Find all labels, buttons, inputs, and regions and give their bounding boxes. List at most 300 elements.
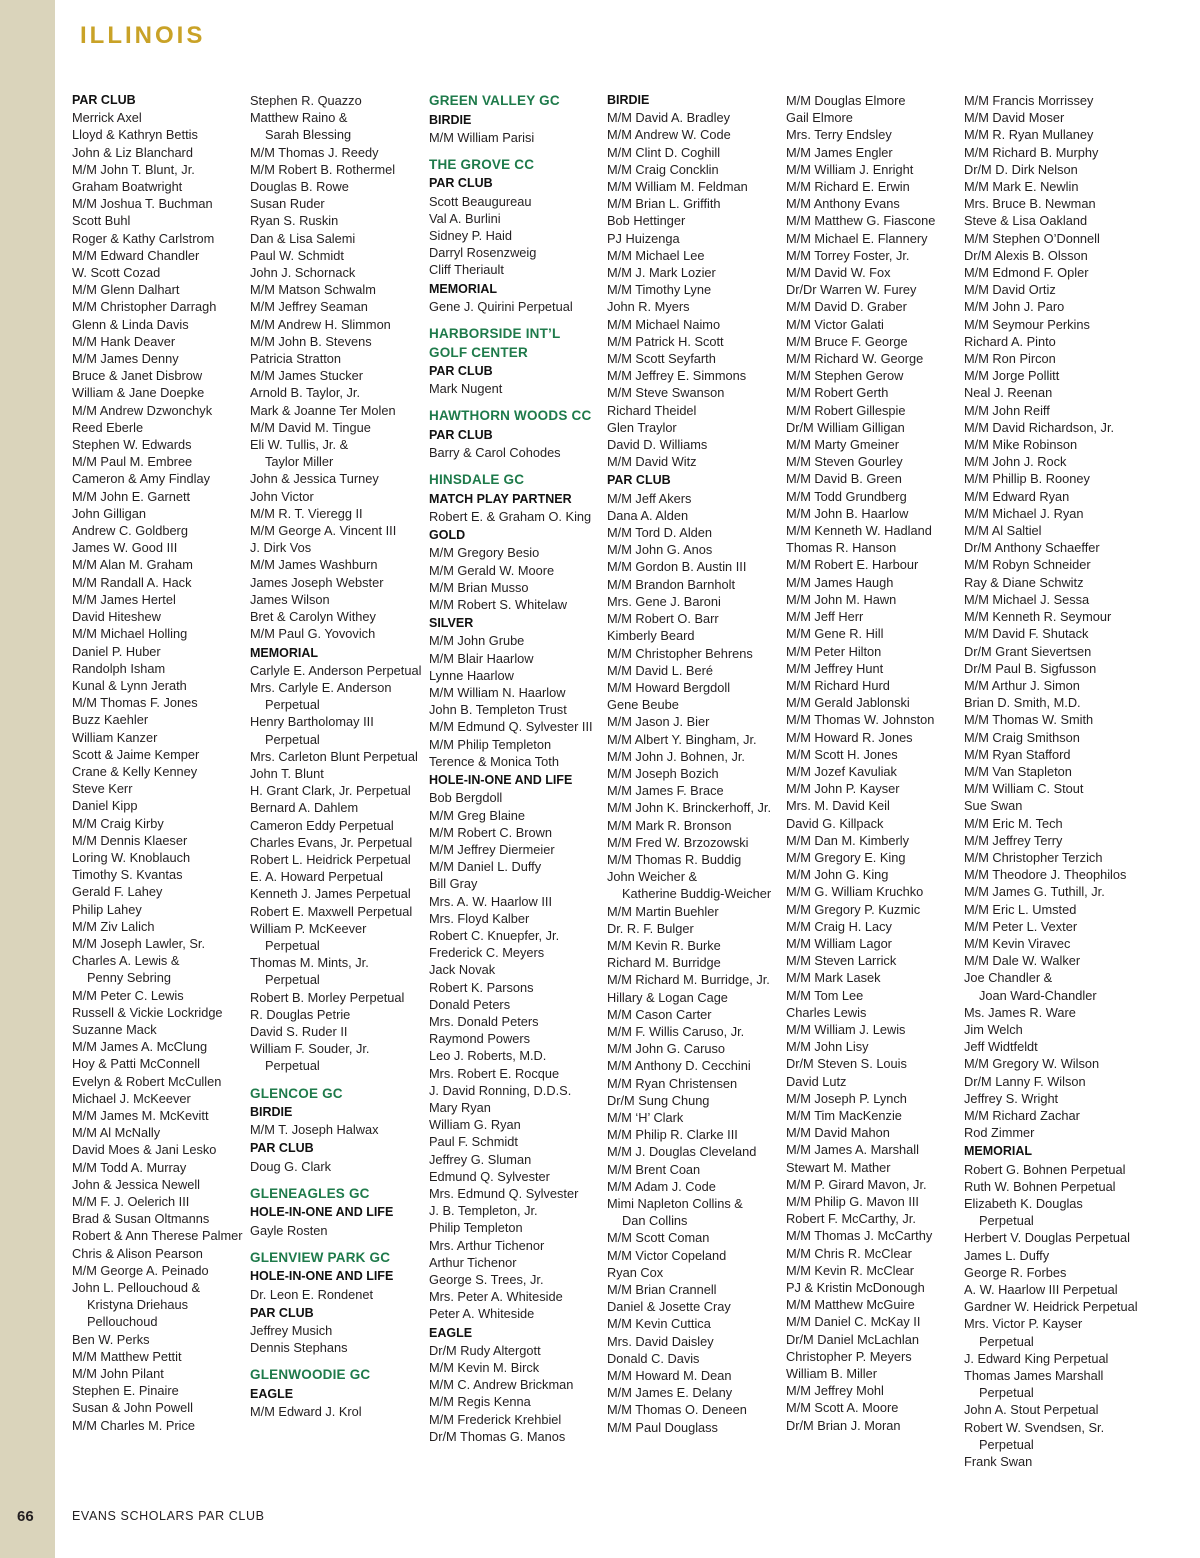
member-name: Raymond Powers bbox=[429, 1031, 530, 1047]
member-name-continued: Perpetual bbox=[265, 731, 320, 747]
category-heading: MEMORIAL bbox=[429, 281, 498, 296]
member-name: M/M Jeffrey Diermeier bbox=[429, 841, 555, 857]
member-name: M/M Ziv Lalich bbox=[72, 918, 155, 934]
member-name: Bob Hettinger bbox=[607, 213, 686, 229]
member-name: M/M Stephen O’Donnell bbox=[964, 230, 1100, 246]
member-name: Daniel & Josette Cray bbox=[607, 1299, 731, 1315]
member-name: David Hiteshew bbox=[72, 609, 161, 625]
member-name: Dr/M Anthony Schaeffer bbox=[964, 540, 1100, 556]
member-name: A. W. Haarlow III Perpetual bbox=[964, 1282, 1118, 1298]
member-name: M/M Gerald W. Moore bbox=[429, 562, 555, 578]
member-name: Peter A. Whiteside bbox=[429, 1306, 535, 1322]
member-name: Daniel P. Huber bbox=[72, 643, 161, 659]
member-name: M/M Craig H. Lacy bbox=[786, 918, 892, 934]
member-name: Ms. James R. Ware bbox=[964, 1004, 1076, 1020]
member-name: M/M Dennis Klaeser bbox=[72, 832, 188, 848]
member-name: M/M Philip G. Mavon III bbox=[786, 1194, 919, 1209]
member-name: M/M Gene R. Hill bbox=[786, 626, 884, 642]
member-name: M/M Christopher Terzich bbox=[964, 849, 1103, 865]
member-name: M/M George A. Peinado bbox=[72, 1262, 209, 1278]
member-name: Doug G. Clark bbox=[250, 1158, 332, 1174]
member-name: Mark & Joanne Ter Molen bbox=[250, 402, 396, 418]
member-name: M/M James Hertel bbox=[72, 591, 176, 607]
member-name: M/M Al McNally bbox=[72, 1125, 161, 1141]
side-bar bbox=[0, 0, 55, 1558]
member-name: M/M Scott Coman bbox=[607, 1230, 710, 1246]
member-name: Ryan Cox bbox=[607, 1264, 664, 1280]
member-name: M/M David L. Beré bbox=[607, 662, 713, 678]
member-name: Ben W. Perks bbox=[72, 1331, 150, 1347]
member-name: M/M Seymour Perkins bbox=[964, 316, 1090, 332]
member-name: Michael J. McKeever bbox=[72, 1090, 191, 1106]
member-name: Randolph Isham bbox=[72, 660, 166, 676]
member-name: James Wilson bbox=[250, 591, 330, 607]
member-name: M/M Christopher Behrens bbox=[607, 645, 753, 661]
member-name: Jeff Widtfeldt bbox=[964, 1039, 1038, 1055]
member-name: M/M William J. Lewis bbox=[786, 1021, 906, 1037]
column-2 bbox=[250, 92, 422, 1420]
member-name: M/M William Parisi bbox=[429, 129, 535, 145]
member-name: M/M Victor Copeland bbox=[607, 1247, 727, 1263]
member-name-continued: Pellouchoud bbox=[87, 1314, 158, 1330]
member-name: Dr/M Sung Chung bbox=[607, 1092, 710, 1108]
member-name: M/M Brian Musso bbox=[429, 579, 529, 595]
member-name: Steve Kerr bbox=[72, 781, 133, 797]
category-heading: EAGLE bbox=[250, 1386, 294, 1401]
member-name: Scott Beaugureau bbox=[429, 193, 532, 209]
member-name: Dr. Leon E. Rondenet bbox=[250, 1286, 374, 1302]
member-name: Stewart M. Mather bbox=[786, 1159, 891, 1175]
member-name: Bernard A. Dahlem bbox=[250, 800, 359, 816]
member-name: Eli W. Tullis, Jr. & bbox=[250, 437, 349, 453]
member-name: Cameron & Amy Findlay bbox=[72, 471, 210, 487]
member-name: Reed Eberle bbox=[72, 419, 144, 435]
member-name: M/M Gregory W. Wilson bbox=[964, 1056, 1100, 1072]
member-name: Dennis Stephans bbox=[250, 1340, 348, 1356]
member-name: David Lutz bbox=[786, 1073, 847, 1089]
member-name: M/M Steven Larrick bbox=[786, 953, 897, 969]
member-name: M/M Kevin Viravec bbox=[964, 935, 1071, 951]
member-name: M/M Greg Blaine bbox=[429, 807, 526, 823]
member-name: Dr/M Steven S. Louis bbox=[786, 1056, 907, 1072]
club-heading: THE GROVE CC bbox=[429, 156, 535, 172]
member-name: Robert W. Svendsen, Sr. bbox=[964, 1419, 1105, 1435]
member-name: James L. Duffy bbox=[964, 1247, 1050, 1263]
member-name: Brad & Susan Oltmanns bbox=[72, 1211, 210, 1227]
member-name: Chris & Alison Pearson bbox=[72, 1245, 203, 1261]
member-name: James Joseph Webster bbox=[250, 574, 384, 590]
column-5 bbox=[786, 92, 958, 1434]
member-name: Robert G. Bohnen Perpetual bbox=[964, 1161, 1126, 1177]
category-heading: PAR CLUB bbox=[72, 93, 136, 107]
member-name: Arnold B. Taylor, Jr. bbox=[250, 385, 361, 401]
member-name: M/M James A. Marshall bbox=[786, 1142, 919, 1158]
member-name: Paul W. Schmidt bbox=[250, 247, 344, 263]
member-name: Susan & John Powell bbox=[72, 1400, 193, 1416]
member-name: M/M Edward J. Krol bbox=[250, 1404, 362, 1420]
page-title: ILLINOIS bbox=[80, 22, 206, 49]
member-name: M/M Dale W. Walker bbox=[964, 953, 1081, 969]
member-name: John A. Stout Perpetual bbox=[964, 1402, 1099, 1418]
member-name: M/M David B. Green bbox=[786, 471, 902, 487]
member-name: M/M David A. Bradley bbox=[607, 110, 731, 126]
member-name: Mrs. Victor P. Kayser bbox=[964, 1316, 1083, 1332]
member-name: M/M Thomas O. Deneen bbox=[607, 1402, 747, 1418]
member-name: M/M Kevin Cuttica bbox=[607, 1316, 711, 1332]
member-name: M/M Mark R. Bronson bbox=[607, 817, 732, 833]
member-name: Gerald F. Lahey bbox=[72, 884, 163, 900]
member-name: Richard A. Pinto bbox=[964, 333, 1056, 349]
member-name: Robert F. McCarthy, Jr. bbox=[786, 1211, 916, 1227]
member-name: M/M Richard M. Burridge, Jr. bbox=[607, 972, 770, 988]
member-name: M/M Craig Concklin bbox=[607, 161, 719, 177]
member-name: Ryan S. Ruskin bbox=[250, 213, 339, 229]
category-heading: HOLE-IN-ONE AND LIFE bbox=[250, 1205, 394, 1220]
member-name: Sidney P. Haid bbox=[429, 228, 512, 244]
member-name: John & Jessica Turney bbox=[250, 471, 379, 487]
member-name: M/M Robyn Schneider bbox=[964, 557, 1091, 573]
member-name: Mrs. Gene J. Baroni bbox=[607, 593, 721, 609]
member-name: M/M William M. Feldman bbox=[607, 179, 748, 195]
member-name: Cameron Eddy Perpetual bbox=[250, 817, 394, 833]
member-name: M/M Tim MacKenzie bbox=[786, 1107, 902, 1123]
member-name: M/M Matthew Pettit bbox=[72, 1348, 182, 1364]
member-name: M/M William C. Stout bbox=[964, 781, 1084, 797]
member-name: M/M James A. McClung bbox=[72, 1039, 208, 1055]
member-name: M/M J. Douglas Cleveland bbox=[607, 1144, 757, 1160]
member-name: Mark Nugent bbox=[429, 381, 503, 397]
member-name: M/M Kenneth R. Seymour bbox=[964, 609, 1112, 625]
member-name: M/M Philip R. Clarke III bbox=[607, 1127, 738, 1143]
member-name: M/M Van Stapleton bbox=[964, 763, 1072, 779]
member-name: Jeffrey G. Sluman bbox=[429, 1151, 532, 1167]
member-name: PJ & Kristin McDonough bbox=[786, 1280, 925, 1296]
member-name: Robert C. Knuepfer, Jr. bbox=[429, 927, 560, 943]
member-name: M/M Andrew W. Code bbox=[607, 127, 731, 143]
member-name: M/M John J. Rock bbox=[964, 454, 1067, 470]
member-name: George S. Trees, Jr. bbox=[429, 1271, 544, 1287]
member-name: M/M Eric M. Tech bbox=[964, 815, 1063, 831]
member-name: M/M Ryan Christensen bbox=[607, 1075, 738, 1091]
member-name: Sue Swan bbox=[964, 798, 1023, 814]
member-name: Hoy & Patti McConnell bbox=[72, 1056, 201, 1072]
category-heading: PAR CLUB bbox=[607, 473, 671, 488]
member-name: M/M Jeffrey Seaman bbox=[250, 299, 368, 315]
member-name: M/M Phillip B. Rooney bbox=[964, 471, 1090, 487]
member-name: M/M Robert O. Barr bbox=[607, 611, 719, 627]
member-name: M/M David W. Fox bbox=[786, 265, 891, 281]
member-name: John & Liz Blanchard bbox=[72, 144, 193, 160]
member-name: John B. Templeton Trust bbox=[429, 702, 567, 718]
member-name: Frederick C. Meyers bbox=[429, 945, 545, 961]
member-name: Kimberly Beard bbox=[607, 628, 695, 644]
member-name: M/M John Grube bbox=[429, 633, 525, 649]
category-heading: MATCH PLAY PARTNER bbox=[429, 491, 572, 506]
member-name: M/M Robert Gerth bbox=[786, 385, 889, 401]
member-name: M/M William Lagor bbox=[786, 935, 892, 951]
member-name: M/M Jeff Herr bbox=[786, 609, 864, 625]
member-name-continued: Perpetual bbox=[265, 1058, 320, 1074]
member-name: Steve & Lisa Oakland bbox=[964, 213, 1088, 229]
member-name: Buzz Kaehler bbox=[72, 712, 149, 728]
member-name: M/M John P. Kayser bbox=[786, 781, 900, 797]
member-name: M/M Peter C. Lewis bbox=[72, 987, 184, 1003]
member-name: Mrs. Robert E. Rocque bbox=[429, 1065, 560, 1081]
member-name: Glenn & Linda Davis bbox=[72, 316, 189, 332]
member-name: Gardner W. Heidrick Perpetual bbox=[964, 1299, 1138, 1315]
member-name: M/M Jeffrey Hunt bbox=[786, 660, 884, 676]
member-name: M/M Gregory P. Kuzmic bbox=[786, 901, 921, 917]
member-name: Mrs. Donald Peters bbox=[429, 1013, 539, 1029]
member-name: M/M Michael Naimo bbox=[607, 316, 721, 332]
member-name: M/M Clint D. Coghill bbox=[607, 144, 721, 160]
member-name: William G. Ryan bbox=[429, 1117, 521, 1133]
member-name: Mimi Napleton Collins & bbox=[607, 1196, 743, 1211]
member-name: M/M Scott Seyfarth bbox=[607, 351, 716, 367]
member-name: M/M Edmund Q. Sylvester III bbox=[429, 719, 593, 735]
member-name: M/M Daniel L. Duffy bbox=[429, 859, 542, 875]
member-name: M/M Kevin M. Birck bbox=[429, 1360, 540, 1375]
member-name: Thomas R. Hanson bbox=[786, 540, 897, 556]
member-name: M/M John T. Blunt, Jr. bbox=[72, 161, 195, 177]
member-name: Richard Theidel bbox=[607, 402, 697, 418]
category-heading: EAGLE bbox=[429, 1325, 473, 1340]
member-name: M/M John G. Caruso bbox=[607, 1041, 726, 1057]
member-name: M/M Matthew McGuire bbox=[786, 1297, 915, 1313]
member-name: Dr/M William Gilligan bbox=[786, 419, 905, 435]
member-name: Scott Buhl bbox=[72, 213, 131, 229]
member-name: M/M Philip Templeton bbox=[429, 736, 552, 752]
member-name: M/M Thomas R. Buddig bbox=[607, 851, 742, 867]
category-heading: MEMORIAL bbox=[964, 1144, 1033, 1159]
member-name-continued: Perpetual bbox=[979, 1436, 1034, 1452]
member-name: Christopher P. Meyers bbox=[786, 1348, 912, 1364]
member-name: M/M R. Ryan Mullaney bbox=[964, 127, 1094, 143]
club-heading: HINSDALE GC bbox=[429, 472, 525, 488]
member-name: Loring W. Knoblauch bbox=[72, 849, 191, 865]
member-name: Charles Evans, Jr. Perpetual bbox=[250, 834, 413, 850]
member-name: Matthew Raino & bbox=[250, 110, 348, 126]
member-name: Cliff Theriault bbox=[429, 262, 504, 278]
member-name: Susan Ruder bbox=[250, 196, 325, 212]
member-name: M/M Michael J. Ryan bbox=[964, 505, 1084, 521]
member-name: M/M James Haugh bbox=[786, 574, 894, 590]
member-name-continued: Perpetual bbox=[979, 1213, 1034, 1229]
column-6 bbox=[964, 92, 1136, 1470]
member-name: M/M Craig Smithson bbox=[964, 729, 1080, 745]
member-name: Richard M. Burridge bbox=[607, 955, 721, 971]
member-name: M/M F. J. Oelerich III bbox=[72, 1194, 190, 1209]
member-name: M/M David F. Shutack bbox=[964, 626, 1089, 642]
member-name: M/M Mike Robinson bbox=[964, 437, 1078, 453]
category-heading: PAR CLUB bbox=[429, 427, 493, 442]
club-heading: GLENWOODIE GC bbox=[250, 1367, 371, 1383]
member-name: M/M Arthur J. Simon bbox=[964, 677, 1080, 693]
member-name: John & Jessica Newell bbox=[72, 1176, 201, 1192]
member-name: M/M Randall A. Hack bbox=[72, 574, 192, 590]
member-name: M/M Gerald Jablonski bbox=[786, 695, 910, 711]
member-name: Daniel Kipp bbox=[72, 798, 138, 814]
member-name: M/M David M. Tingue bbox=[250, 419, 371, 435]
member-name: Robert & Ann Therese Palmer bbox=[72, 1228, 243, 1244]
member-name: M/M Fred W. Brzozowski bbox=[607, 834, 749, 850]
member-name: Terence & Monica Toth bbox=[429, 753, 559, 769]
member-name: Dr/Dr Warren W. Furey bbox=[786, 282, 917, 298]
member-name: Dr. R. F. Bulger bbox=[607, 920, 694, 936]
member-name: M/M Mark E. Newlin bbox=[964, 179, 1079, 195]
member-name: M/M David Ortiz bbox=[964, 282, 1056, 298]
footer-publication: EVANS SCHOLARS PAR CLUB bbox=[72, 1509, 265, 1523]
category-heading: PAR CLUB bbox=[429, 364, 493, 379]
member-name: M/M Regis Kenna bbox=[429, 1394, 531, 1410]
member-name: Jeffrey Musich bbox=[250, 1322, 333, 1338]
member-name: M/M Kenneth W. Hadland bbox=[786, 523, 932, 539]
member-name: M/M Scott H. Jones bbox=[786, 746, 898, 762]
member-name: Dr/M D. Dirk Nelson bbox=[964, 161, 1078, 177]
member-name: Barry & Carol Cohodes bbox=[429, 445, 561, 461]
member-name: Dr/M Rudy Altergott bbox=[429, 1342, 541, 1358]
member-name: Edmund Q. Sylvester bbox=[429, 1168, 550, 1184]
member-name-continued: Perpetual bbox=[979, 1333, 1034, 1349]
member-name: John Weicher & bbox=[607, 869, 698, 885]
member-name: M/M Eric L. Umsted bbox=[964, 901, 1077, 917]
category-heading: SILVER bbox=[429, 616, 474, 631]
member-name: Mrs. Bruce B. Newman bbox=[964, 196, 1096, 212]
member-name: W. Scott Cozad bbox=[72, 265, 161, 281]
member-name: M/M Anthony Evans bbox=[786, 196, 900, 212]
member-name: Darryl Rosenzweig bbox=[429, 245, 537, 261]
member-name: Douglas B. Rowe bbox=[250, 179, 349, 195]
member-name: John Victor bbox=[250, 488, 314, 504]
member-name: Dr/M Grant Sievertsen bbox=[964, 643, 1092, 659]
member-name: Arthur Tichenor bbox=[429, 1254, 517, 1270]
member-name: M/M John Reiff bbox=[964, 402, 1050, 418]
member-name: Jeffrey S. Wright bbox=[964, 1090, 1059, 1106]
column-4 bbox=[607, 92, 779, 1436]
member-name: M/M John J. Bohnen, Jr. bbox=[607, 748, 745, 764]
category-heading: BIRDIE bbox=[250, 1105, 293, 1120]
member-name: Charles A. Lewis & bbox=[72, 953, 180, 969]
member-name: M/M R. T. Vieregg II bbox=[250, 505, 363, 521]
member-name: M/M Joshua T. Buchman bbox=[72, 196, 213, 212]
member-name: M/M Howard Bergdoll bbox=[607, 679, 731, 695]
member-name: M/M Joseph Lawler, Sr. bbox=[72, 935, 205, 951]
member-name: M/M Daniel C. McKay II bbox=[786, 1314, 921, 1330]
club-heading: GREEN VALLEY GC bbox=[429, 93, 560, 108]
member-name: M/M Steve Swanson bbox=[607, 385, 725, 401]
member-name: M/M Francis Morrissey bbox=[964, 93, 1094, 108]
member-name: M/M Todd Grundberg bbox=[786, 488, 907, 504]
member-name: M/M Gregory E. King bbox=[786, 849, 906, 865]
member-name-continued: Kristyna Driehaus bbox=[87, 1297, 188, 1313]
member-name: Jim Welch bbox=[964, 1021, 1023, 1037]
member-name: Timothy S. Kvantas bbox=[72, 867, 183, 883]
member-name: M/M Howard R. Jones bbox=[786, 729, 913, 745]
member-name: Mrs. Arthur Tichenor bbox=[429, 1237, 545, 1253]
member-name: M/M Richard Zachar bbox=[964, 1107, 1080, 1123]
member-name: M/M Michael E. Flannery bbox=[786, 230, 928, 246]
member-name: M/M Michael Holling bbox=[72, 626, 188, 642]
member-name: M/M Christopher Darragh bbox=[72, 299, 217, 315]
category-heading: PAR CLUB bbox=[429, 176, 493, 191]
member-name: Lloyd & Kathryn Bettis bbox=[72, 127, 198, 143]
member-name: M/M J. Mark Lozier bbox=[607, 265, 716, 281]
member-name: M/M Robert Gillespie bbox=[786, 402, 906, 418]
member-name: M/M Alan M. Graham bbox=[72, 557, 193, 573]
member-name: M/M James E. Delany bbox=[607, 1385, 733, 1401]
member-name: Dr/M Alexis B. Olsson bbox=[964, 247, 1088, 263]
member-name: M/M Edward Chandler bbox=[72, 247, 200, 263]
member-name: M/M James F. Brace bbox=[607, 783, 724, 799]
member-name: Bret & Carolyn Withey bbox=[250, 609, 376, 625]
member-name: Stephen R. Quazzo bbox=[250, 93, 362, 108]
member-name: Bruce & Janet Disbrow bbox=[72, 368, 203, 384]
member-name-continued: Perpetual bbox=[979, 1385, 1034, 1401]
member-name: Ruth W. Bohnen Perpetual bbox=[964, 1178, 1116, 1194]
member-name: Bob Bergdoll bbox=[429, 790, 503, 806]
member-name: M/M John K. Brinckerhoff, Jr. bbox=[607, 800, 772, 816]
member-name: Elizabeth K. Douglas bbox=[964, 1196, 1083, 1211]
member-name: M/M Thomas F. Jones bbox=[72, 695, 198, 711]
member-name: M/M Steven Gourley bbox=[786, 454, 903, 470]
member-name: Carlyle E. Anderson Perpetual bbox=[250, 662, 422, 678]
member-name: Stephen E. Pinaire bbox=[72, 1383, 179, 1399]
member-name: Mrs. Carlyle E. Anderson bbox=[250, 679, 392, 695]
member-name-continued: Taylor Miller bbox=[265, 454, 334, 470]
member-name: Leo J. Roberts, M.D. bbox=[429, 1048, 547, 1064]
member-name: Paul F. Schmidt bbox=[429, 1134, 518, 1150]
member-name: M/M Ryan Stafford bbox=[964, 746, 1071, 762]
member-name: M/M Chris R. McClear bbox=[786, 1245, 912, 1261]
member-name: M/M Paul Douglass bbox=[607, 1419, 718, 1435]
member-name: M/M George A. Vincent III bbox=[250, 523, 397, 539]
member-name: M/M Richard Hurd bbox=[786, 677, 890, 693]
member-name: M/M Michael J. Sessa bbox=[964, 591, 1090, 607]
member-name: M/M Marty Gmeiner bbox=[786, 437, 900, 453]
member-name: J. Dirk Vos bbox=[250, 540, 312, 556]
member-name: William Kanzer bbox=[72, 729, 158, 745]
member-name: R. Douglas Petrie bbox=[250, 1006, 351, 1022]
member-name: M/M Andrew Dzwonchyk bbox=[72, 402, 213, 418]
member-name: M/M James M. McKevitt bbox=[72, 1107, 209, 1123]
member-name: M/M F. Willis Caruso, Jr. bbox=[607, 1023, 745, 1039]
member-name: M/M Blair Haarlow bbox=[429, 650, 534, 666]
member-name: M/M Paul G. Yovovich bbox=[250, 626, 376, 642]
member-name: Dana A. Alden bbox=[607, 507, 689, 523]
member-name: M/M David Richardson, Jr. bbox=[964, 419, 1115, 435]
member-name: M/M Richard E. Erwin bbox=[786, 179, 910, 195]
member-name: M/M Charles M. Price bbox=[72, 1417, 196, 1433]
member-name: H. Grant Clark, Jr. Perpetual bbox=[250, 783, 411, 799]
member-name: Dr/M Thomas G. Manos bbox=[429, 1428, 566, 1444]
member-name: M/M John Pilant bbox=[72, 1366, 164, 1382]
member-name: M/M Timothy Lyne bbox=[607, 282, 712, 298]
member-name: M/M Craig Kirby bbox=[72, 815, 164, 831]
member-name: M/M Hank Deaver bbox=[72, 333, 176, 349]
member-name: M/M Jeffrey Mohl bbox=[786, 1383, 884, 1399]
category-heading: BIRDIE bbox=[607, 93, 650, 107]
member-name: M/M Robert C. Brown bbox=[429, 824, 553, 840]
member-name: Charles Lewis bbox=[786, 1004, 867, 1020]
member-name: M/M G. William Kruchko bbox=[786, 884, 924, 900]
member-name: Merrick Axel bbox=[72, 110, 142, 126]
member-name: M/M William J. Enright bbox=[786, 161, 914, 177]
member-name: Graham Boatwright bbox=[72, 179, 183, 195]
member-name: Scott & Jaime Kemper bbox=[72, 746, 200, 762]
member-name-continued: Joan Ward-Chandler bbox=[979, 987, 1097, 1003]
member-name: M/M David Mahon bbox=[786, 1125, 890, 1141]
member-name: Robert K. Parsons bbox=[429, 979, 534, 995]
